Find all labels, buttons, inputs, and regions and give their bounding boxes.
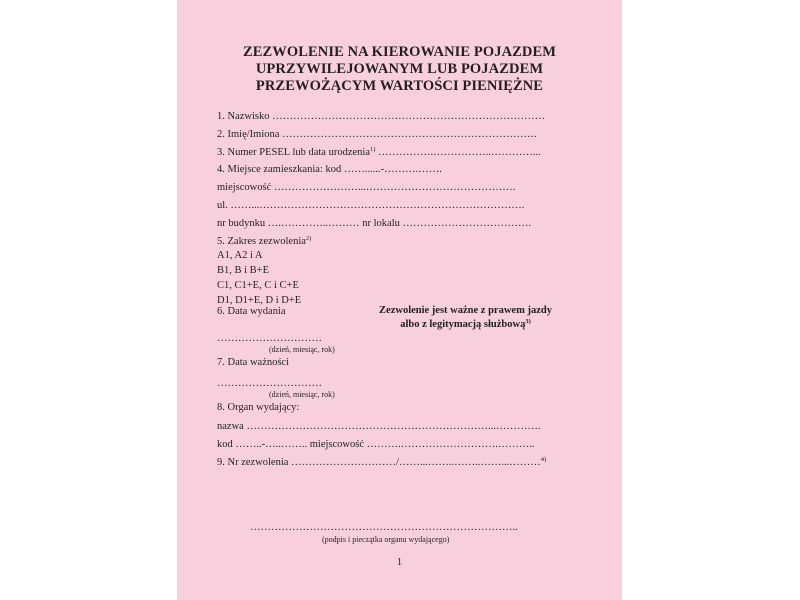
title-line-3: PRZEWOŻĄCYM WARTOŚCI PIENIĘŻNE	[255, 78, 544, 94]
page-number: 1	[396, 557, 403, 568]
field-scope	[217, 235, 311, 248]
validity-note-line-1: Zezwolenie jest ważne z prawem jazdy	[379, 305, 552, 316]
field-authority-name: nazwa ……………………………………………………………...………….	[217, 421, 541, 432]
field-permit-number	[217, 456, 546, 469]
validity-note	[363, 304, 568, 332]
field-address-building: nr budynku ….…………..……… nr lokalu ……………………………….	[217, 218, 532, 229]
field-pesel-dots: …………….……………..…………...	[375, 147, 541, 158]
field-expiry-date: 7. Data ważności	[217, 357, 290, 368]
field-address-code: 4. Miejsce zamieszkania: kod ……......-……….…….	[217, 164, 442, 175]
scope-category-b: B1, B i B+E	[217, 265, 270, 276]
footnote-4-mark: 4)	[540, 456, 547, 463]
scope-category-a: A1, A2 i A	[217, 250, 263, 261]
footnote-1-mark: 1)	[370, 146, 376, 153]
footnote-3-mark: 3)	[525, 318, 531, 325]
footnote-2-mark: 2)	[305, 235, 312, 242]
document-page	[177, 0, 622, 600]
field-pesel-label: 3. Numer PESEL lub data urodzenia	[217, 147, 370, 158]
field-first-names: 2. Imię/Imiona ……………………………………………………………….	[217, 129, 537, 140]
scope-category-c: C1, C1+E, C i C+E	[217, 280, 299, 291]
document-title	[177, 44, 622, 95]
signature-caption: (podpis i pieczątka organu wydającego)	[322, 535, 450, 544]
expiry-date-hint: (dzień, miesiąc, rok)	[269, 390, 335, 399]
field-scope-label: 5. Zakres zezwolenia	[217, 236, 306, 247]
title-line-1: ZEZWOLENIE NA KIEROWANIE POJAZDEM	[242, 44, 557, 60]
field-issuing-authority: 8. Organ wydający:	[217, 402, 300, 413]
field-address-street: ul. ……...………………………………………………………………….	[217, 200, 525, 211]
field-issue-date: 6. Data wydania	[217, 306, 286, 317]
field-authority-code: kod ……..-…..…….. miejscowość ……….……………………….………..	[217, 439, 535, 450]
validity-note-line-2: albo z legitymacją służbową$^{3)}$	[400, 318, 531, 330]
field-pesel	[217, 146, 541, 159]
scope-category-d: D1, D1+E, D i D+E	[217, 295, 302, 306]
field-permit-number-text: 9. Nr zezwolenia …………………………/……...……..……..……...………	[217, 457, 541, 468]
signature-line: …………………………………………………………………..	[250, 522, 518, 533]
expiry-date-dots: …………………………	[217, 378, 322, 389]
issue-date-dots: …………………………	[217, 333, 322, 344]
title-line-2: UPRZYWILEJOWANYM LUB POJAZDEM	[255, 61, 544, 77]
issue-date-hint: (dzień, miesiąc, rok)	[269, 345, 335, 354]
field-surname: 1. Nazwisko ……………………………………………………………………	[217, 111, 546, 122]
field-address-city: miejscowość ……………………...…………………………………….	[217, 182, 516, 193]
